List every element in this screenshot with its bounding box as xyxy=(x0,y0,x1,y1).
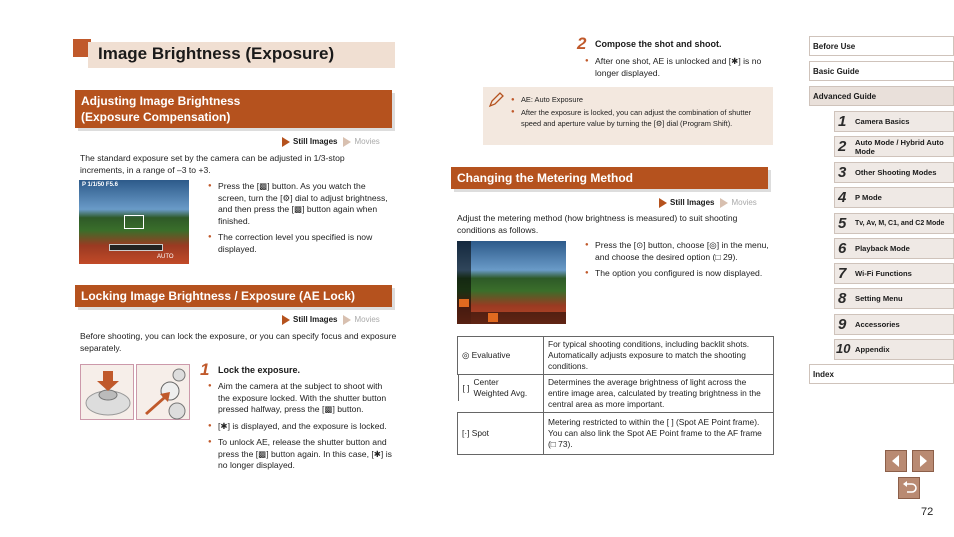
metering-name: Evaluative xyxy=(471,350,511,360)
movies-icon xyxy=(343,137,351,147)
still-images-icon xyxy=(659,198,667,208)
list-item: ● Press the [▩] button. As you watch the screen, turn the [⚙] dial to adjust brightness, and then press the [▩] button again when finished. xyxy=(208,181,396,227)
menu-strip xyxy=(457,241,471,324)
chapter-number: 2 xyxy=(838,138,847,155)
arrow-right-icon xyxy=(913,451,933,471)
nav-chapter-7[interactable] xyxy=(834,263,954,284)
metering-table xyxy=(457,336,774,455)
next-page-button[interactable] xyxy=(912,450,934,472)
list-item: ● After the exposure is locked, you can adjust the combination of shutter speed and aperture value by turning the [⚙] dial (Program Shift). xyxy=(511,107,766,130)
chapter-label: Other Shooting Modes xyxy=(855,168,937,177)
chapter-label: Auto Mode / Hybrid Auto Mode xyxy=(855,137,944,156)
nav-advanced-guide[interactable]: Advanced Guide xyxy=(809,86,954,106)
spot-icon: [·] xyxy=(462,428,470,438)
camera-screen-exposure xyxy=(79,180,189,264)
still-images-label: Still Images xyxy=(670,198,715,208)
ae-lock-button-icon xyxy=(137,365,191,421)
previous-page-button[interactable] xyxy=(885,450,907,472)
metering-name: Center Weighted Avg. xyxy=(473,377,528,398)
movies-label: Movies xyxy=(354,137,380,147)
step2-bullets xyxy=(585,56,775,84)
section-title-line2: (Exposure Compensation) xyxy=(81,110,231,124)
metering-description: For typical shooting conditions, including backlit shots. Automatically adjusts exposure to match the shooting conditions. xyxy=(544,337,774,375)
chapter-number: 10 xyxy=(836,341,851,356)
chapter-label: Wi-Fi Functions xyxy=(855,269,912,278)
camera-screen-metering xyxy=(457,241,566,324)
mode-indicator xyxy=(659,198,757,208)
table-row xyxy=(458,337,774,375)
screen-auto-label: AUTO xyxy=(157,254,174,260)
table-cell xyxy=(458,337,544,375)
evaluative-icon: ◎ xyxy=(462,350,470,360)
metering-name: Spot xyxy=(471,428,490,438)
nav-index[interactable]: Index xyxy=(809,364,954,384)
table-cell xyxy=(458,375,544,401)
chapter-label: Tv, Av, M, C1, and C2 Mode xyxy=(855,220,945,227)
arrow-left-icon xyxy=(886,451,906,471)
section-title: Changing the Metering Method xyxy=(457,171,633,185)
sec2-intro: Before shooting, you can lock the exposure, or you can specify focus and exposure separately. xyxy=(80,331,397,353)
metering-description: Determines the average brightness of light across the entire image area, calculated by treating brightness in the central area as more important. xyxy=(544,375,774,413)
ae-lock-button-illustration xyxy=(136,364,190,420)
chapter-number: 3 xyxy=(838,164,847,181)
nav-chapter-9[interactable] xyxy=(834,314,954,335)
exposure-scale xyxy=(109,244,163,251)
nav-chapter-8[interactable] xyxy=(834,288,954,309)
nav-before-use[interactable]: Before Use xyxy=(809,36,954,56)
note-list xyxy=(511,95,766,130)
movies-label: Movies xyxy=(354,315,380,325)
nav-chapter-5[interactable] xyxy=(834,213,954,234)
chapter-label: Playback Mode xyxy=(855,244,910,253)
section-title: Locking Image Brightness / Exposure (AE Lock) xyxy=(81,289,356,303)
list-item: ● After one shot, AE is unlocked and [✱] is no longer displayed. xyxy=(585,56,775,79)
sec1-intro: The standard exposure set by the camera can be adjusted in 1/3-stop increments, in a range of –3 to +3. xyxy=(80,153,345,175)
nav-basic-guide[interactable]: Basic Guide xyxy=(809,61,954,81)
mode-indicator xyxy=(282,137,380,147)
step-title: Lock the exposure. xyxy=(218,365,301,375)
metering-description: Metering restricted to within the [ ] (Spot AE Point frame). You can also link the Spot AE Point frame to the AF frame (□ 73). xyxy=(544,413,774,455)
chapter-label: Appendix xyxy=(855,345,890,354)
still-images-label: Still Images xyxy=(293,137,338,147)
table-cell xyxy=(458,413,544,455)
step-number: 2 xyxy=(577,34,587,53)
chapter-label: Accessories xyxy=(855,320,900,329)
metering-options-bar xyxy=(471,312,566,324)
nav-chapter-1[interactable] xyxy=(834,111,954,132)
screen-readout: P 1/1/50 F5.6 xyxy=(82,182,118,188)
shutter-icon xyxy=(81,365,135,421)
chapter-number: 9 xyxy=(838,316,847,333)
nav-chapter-10[interactable] xyxy=(834,339,954,360)
center-weighted-icon: [ ] xyxy=(462,382,470,393)
nav-chapter-3[interactable] xyxy=(834,162,954,183)
af-frame xyxy=(124,215,144,229)
list-item: ● The option you configured is now displayed. xyxy=(585,268,775,280)
table-row xyxy=(458,375,774,413)
movies-icon xyxy=(343,315,351,325)
nav-chapter-6[interactable] xyxy=(834,238,954,259)
step1-bullets xyxy=(208,381,396,477)
shutter-button-illustration xyxy=(80,364,134,420)
chapter-number: 5 xyxy=(838,215,847,232)
list-item: ● To unlock AE, release the shutter button and press the [▩] button again. In this case, [✱] is no longer displayed. xyxy=(208,437,396,472)
nav-chapter-2[interactable] xyxy=(834,136,954,157)
still-images-label: Still Images xyxy=(293,315,338,325)
chapter-number: 7 xyxy=(838,265,847,282)
table-row xyxy=(458,413,774,455)
section-header-ae-lock xyxy=(75,285,392,307)
sec3-intro: Adjust the metering method (how brightness is measured) to suit shooting conditions as follows. xyxy=(457,213,738,235)
still-images-icon xyxy=(282,137,290,147)
list-item: ● [✱] is displayed, and the exposure is locked. xyxy=(208,421,396,433)
list-item: ● The correction level you specified is now displayed. xyxy=(208,232,396,255)
return-button[interactable] xyxy=(898,477,920,499)
step-number: 1 xyxy=(200,360,210,379)
sec3-bullets xyxy=(585,240,775,285)
sec1-bullets xyxy=(208,181,396,260)
note-box xyxy=(483,87,773,145)
pencil-note-icon xyxy=(487,91,505,109)
list-item: ● AE: Auto Exposure xyxy=(511,95,766,106)
list-item: ● Aim the camera at the subject to shoot with the exposure locked. With the shutter button pressed halfway, press the [▩] button. xyxy=(208,381,396,416)
chapter-number: 4 xyxy=(838,189,847,206)
page-number: 72 xyxy=(921,506,934,518)
chapter-number: 1 xyxy=(838,113,847,130)
chapter-label: P Mode xyxy=(855,193,882,202)
section-title-line1: Adjusting Image Brightness xyxy=(81,94,241,108)
metering-option-selected xyxy=(488,313,498,322)
return-icon xyxy=(899,478,919,498)
mode-indicator xyxy=(282,315,380,325)
step-title: Compose the shot and shoot. xyxy=(595,39,722,49)
chapter-number: 8 xyxy=(838,290,847,307)
section-header-exposure-compensation xyxy=(75,90,392,128)
chapter-number: 6 xyxy=(838,240,847,257)
chapter-label: Setting Menu xyxy=(855,294,903,303)
page-title: Image Brightness (Exposure) xyxy=(98,44,335,63)
chapter-label: Camera Basics xyxy=(855,117,910,126)
movies-label: Movies xyxy=(731,198,757,208)
section-header-metering xyxy=(451,167,768,189)
still-images-icon xyxy=(282,315,290,325)
menu-selected-item xyxy=(459,299,469,307)
nav-chapter-4[interactable] xyxy=(834,187,954,208)
list-item: ● Press the [⊙] button, choose [◎] in the menu, and choose the desired option (□ 29). xyxy=(585,240,775,263)
movies-icon xyxy=(720,198,728,208)
